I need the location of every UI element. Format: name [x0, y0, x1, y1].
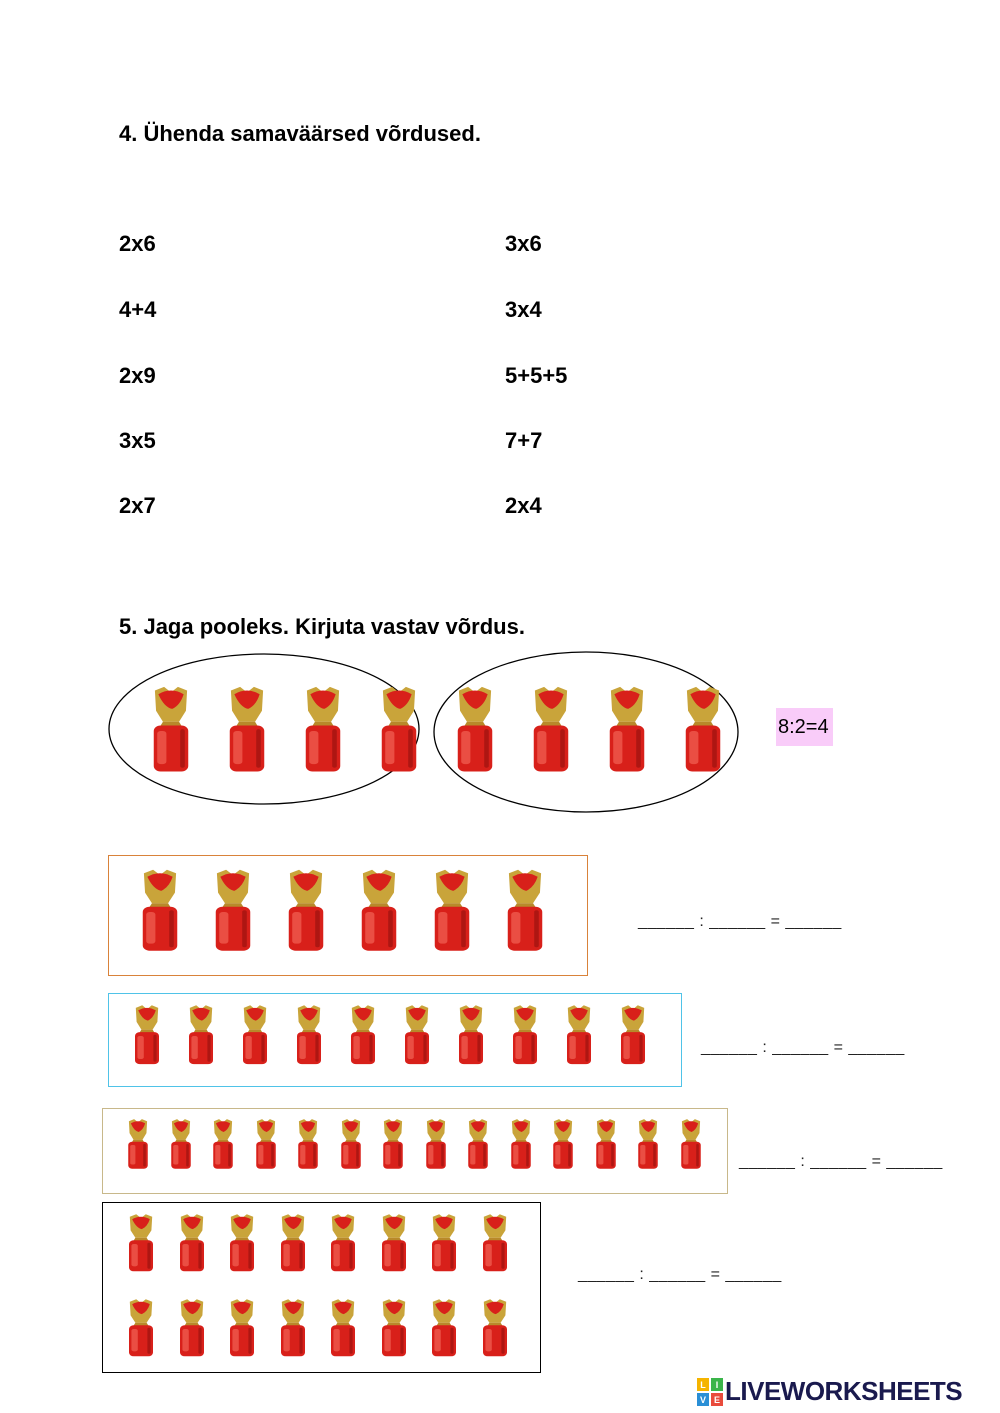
candy-icon	[125, 1118, 151, 1177]
liveworksheets-logo-icon	[697, 1378, 723, 1406]
candy-icon	[168, 1118, 194, 1177]
right-expression-2[interactable]: 3x4	[505, 297, 542, 322]
candy-icon	[401, 1004, 433, 1073]
candy-icon	[378, 1298, 410, 1365]
svg-text:E: E	[713, 1394, 721, 1405]
candy-icon	[293, 1004, 325, 1073]
candy-icon	[465, 1118, 491, 1177]
candy-icon	[509, 1004, 541, 1073]
candy-icon	[479, 1213, 511, 1280]
candy-icon	[210, 868, 256, 961]
candy-icon	[376, 685, 422, 782]
answer-field-4[interactable]: ______ : ______ = ______	[578, 1266, 782, 1283]
candy-box-16	[102, 1202, 541, 1373]
liveworksheets-logo-text: LIVEWORKSHEETS	[725, 1376, 963, 1406]
candy-icon	[125, 1213, 157, 1280]
answer-field-3[interactable]: ______ : ______ = ______	[739, 1153, 943, 1170]
right-expression-1[interactable]: 3x6	[505, 231, 542, 256]
candy-icon	[295, 1118, 321, 1177]
candy-icon	[283, 868, 329, 961]
candy-icon	[300, 685, 346, 782]
candy-icon	[680, 685, 726, 782]
right-expression-3[interactable]: 5+5+5	[505, 363, 568, 388]
svg-text:I: I	[715, 1379, 719, 1390]
candy-icon	[125, 1298, 157, 1365]
candy-icon	[428, 1298, 460, 1365]
candy-icon	[176, 1213, 208, 1280]
candy-icon	[356, 868, 402, 961]
candy-icon	[327, 1298, 359, 1365]
left-expression-4[interactable]: 3x5	[119, 428, 156, 453]
left-expression-3[interactable]: 2x9	[119, 363, 156, 388]
candy-icon	[502, 868, 548, 961]
candy-box-6	[108, 855, 588, 976]
candy-icon	[455, 1004, 487, 1073]
candy-icon	[508, 1118, 534, 1177]
candy-icon	[131, 1004, 163, 1073]
candy-icon	[380, 1118, 406, 1177]
candy-icon	[550, 1118, 576, 1177]
candy-icon	[429, 868, 475, 961]
right-expression-5[interactable]: 2x4	[505, 493, 542, 518]
candy-icon	[604, 685, 650, 782]
candy-box-10	[108, 993, 682, 1087]
candy-icon	[593, 1118, 619, 1177]
liveworksheets-logo[interactable]	[697, 1376, 962, 1407]
example-ellipses	[100, 645, 750, 820]
answer-field-1[interactable]: ______ : ______ = ______	[638, 913, 842, 930]
candy-icon	[678, 1118, 704, 1177]
task4-heading: 4. Ühenda samaväärsed võrdused.	[119, 121, 481, 146]
candy-icon	[428, 1213, 460, 1280]
left-expression-1[interactable]: 2x6	[119, 231, 156, 256]
left-expression-2[interactable]: 4+4	[119, 297, 157, 322]
example-answer: 8:2=4	[776, 708, 833, 746]
candy-icon	[185, 1004, 217, 1073]
candy-icon	[617, 1004, 649, 1073]
candy-icon	[224, 685, 270, 782]
candy-icon	[148, 685, 194, 782]
candy-icon	[479, 1298, 511, 1365]
candy-icon	[226, 1213, 258, 1280]
example-candy-group	[100, 645, 750, 820]
candy-icon	[239, 1004, 271, 1073]
candy-icon	[176, 1298, 208, 1365]
candy-icon	[226, 1298, 258, 1365]
candy-icon	[277, 1298, 309, 1365]
candy-icon	[210, 1118, 236, 1177]
candy-icon	[452, 685, 498, 782]
svg-text:V: V	[699, 1394, 707, 1405]
task5-heading: 5. Jaga pooleks. Kirjuta vastav võrdus.	[119, 614, 525, 639]
candy-icon	[378, 1213, 410, 1280]
candy-icon	[137, 868, 183, 961]
answer-field-2[interactable]: ______ : ______ = ______	[701, 1039, 905, 1056]
candy-box-14	[102, 1108, 728, 1194]
candy-icon	[635, 1118, 661, 1177]
right-expression-4[interactable]: 7+7	[505, 428, 543, 453]
candy-icon	[423, 1118, 449, 1177]
candy-icon	[347, 1004, 379, 1073]
candy-icon	[338, 1118, 364, 1177]
svg-text:L: L	[700, 1379, 706, 1390]
left-expression-5[interactable]: 2x7	[119, 493, 156, 518]
candy-icon	[277, 1213, 309, 1280]
candy-icon	[327, 1213, 359, 1280]
candy-icon	[563, 1004, 595, 1073]
candy-icon	[528, 685, 574, 782]
candy-icon	[253, 1118, 279, 1177]
